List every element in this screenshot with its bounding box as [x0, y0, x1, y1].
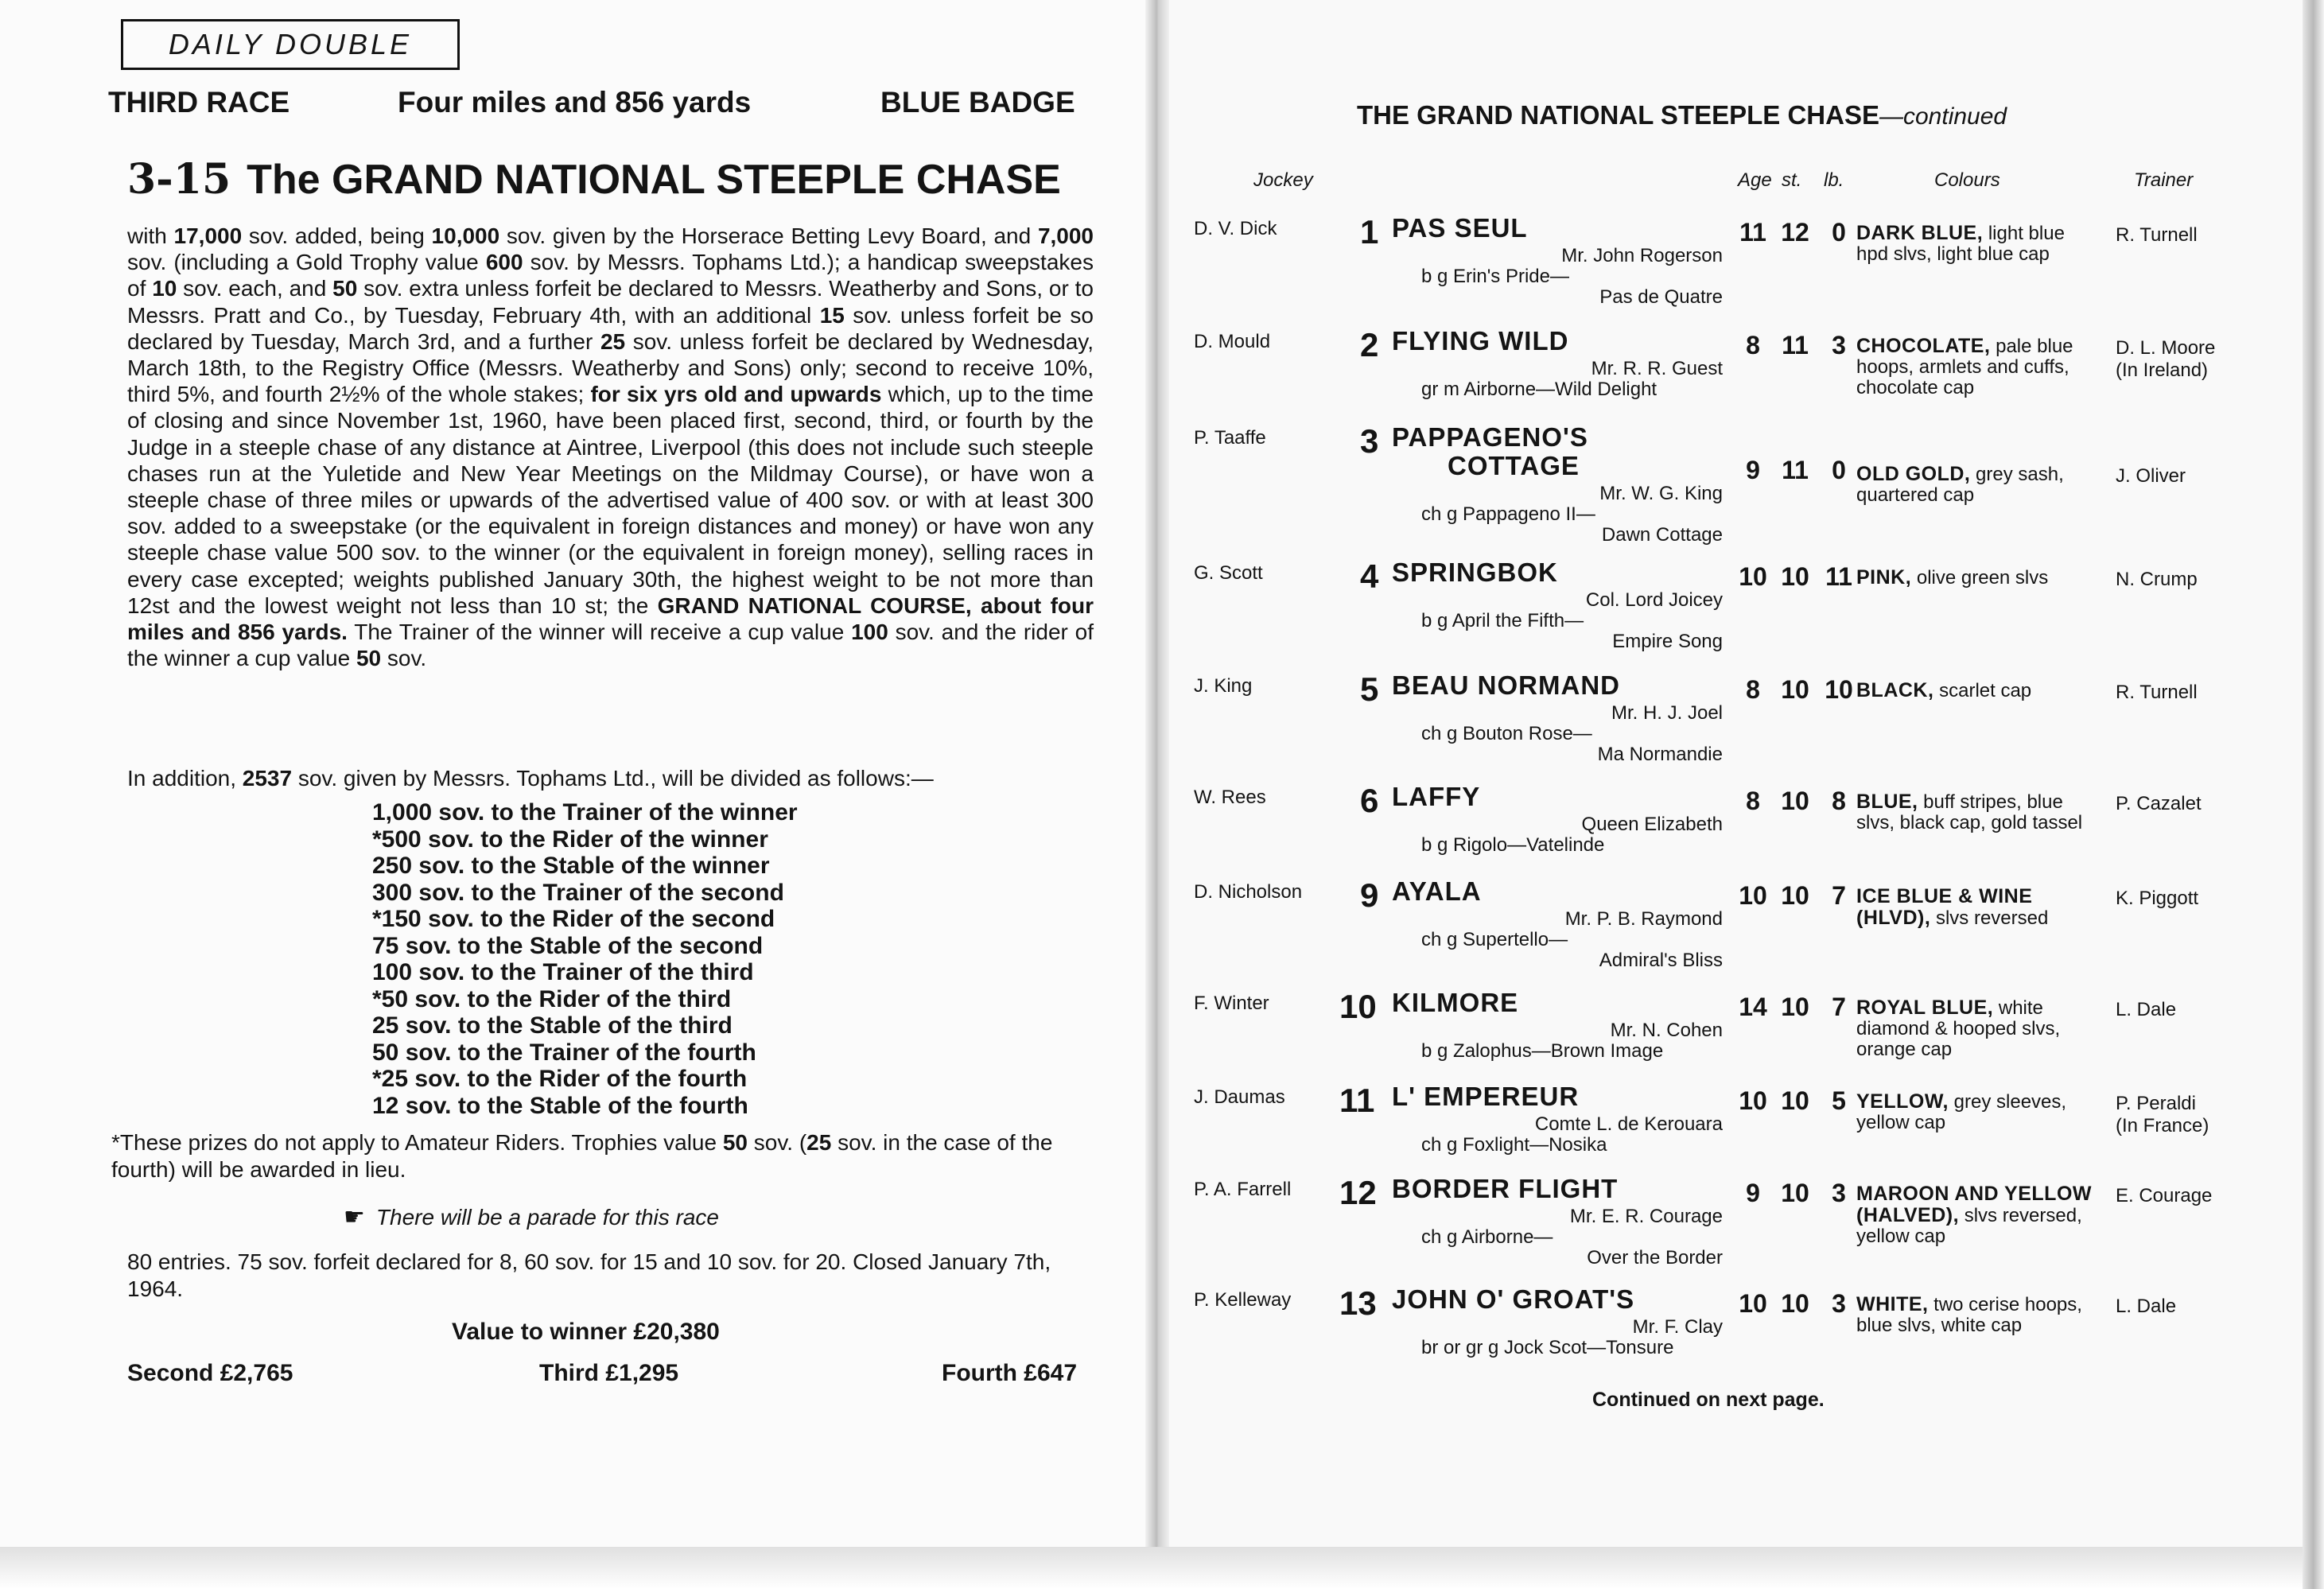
colours-detail: white diamond & hooped slvs, orange cap [1856, 997, 2061, 1060]
jockey-name: W. Rees [1194, 787, 1266, 808]
weight-lbs: 3 [1832, 1289, 1846, 1318]
horse-name: LAFFY [1392, 782, 1481, 811]
runner-age: 8 [1746, 331, 1760, 359]
jockey-name: P. Kelleway [1194, 1289, 1292, 1311]
dam-name: Ma Normandie [1597, 744, 1723, 765]
owner-name: Mr. H. J. Joel [1611, 702, 1723, 724]
weight-lbs: 10 [1825, 675, 1853, 704]
col-st: st. [1782, 169, 1802, 191]
colours-main: OLD GOLD, [1856, 463, 1971, 485]
runner-number: 2 [1360, 326, 1379, 363]
left-page [0, 0, 1145, 1547]
racing-colours [1856, 464, 2095, 506]
breeding: b g Zalophus—Brown Image [1421, 1040, 1664, 1062]
colours-detail: pale blue hoops, armlets and cuffs, chocolate cap [1856, 336, 2073, 398]
racing-colours [1856, 223, 2095, 265]
breeding: ch g Supertello— [1421, 929, 1568, 950]
breeding: b g April the Fifth— [1421, 610, 1584, 631]
dam-name: Over the Border [1587, 1247, 1723, 1268]
prize-line: 50 sov. to the Trainer of the fourth [372, 1039, 756, 1066]
trainer-name: K. Piggott [2116, 888, 2199, 909]
colours-main: WHITE, [1856, 1293, 1929, 1315]
condition-segment: sov. [381, 646, 427, 671]
prize-line: 300 sov. to the Trainer of the second [372, 879, 784, 906]
condition-segment: sov. by Messrs. Tophams Ltd.); a handicap sweepstakes of [127, 250, 1094, 301]
prize-line: 25 sov. to the Stable of the third [372, 1012, 733, 1039]
breeding: ch g Bouton Rose— [1421, 723, 1592, 744]
condition-segment: sov. (including a Gold Trophy value [127, 250, 486, 275]
horse-name: AYALA [1392, 876, 1482, 906]
condition-segment: 10,000 [431, 223, 500, 248]
horse-name: JOHN O' GROAT'S [1392, 1284, 1635, 1314]
condition-segment: sov. and the rider of the winner a cup value [127, 620, 1094, 671]
horse-name-line2: COTTAGE [1448, 451, 1580, 480]
colours-detail: slvs reversed, yellow cap [1856, 1205, 2082, 1247]
condition-segment: 10 [152, 276, 177, 301]
horse-name: SPRINGBOK [1392, 558, 1558, 587]
book-gutter [1145, 0, 1169, 1547]
runner-number: 1 [1360, 213, 1379, 251]
col-age: Age [1738, 169, 1772, 191]
weight-lbs: 3 [1832, 1179, 1846, 1207]
col-trainer: Trainer [2134, 169, 2194, 191]
third-prize: Third £1,295 [539, 1360, 679, 1386]
trainer-location: (In France) [2116, 1115, 2209, 1136]
weight-lbs: 0 [1832, 218, 1846, 247]
colours-detail: scarlet cap [1933, 680, 2032, 701]
jockey-name: J. King [1194, 675, 1253, 697]
runner-age: 9 [1746, 456, 1760, 484]
fourth-prize: Fourth £647 [942, 1360, 1078, 1386]
trainer-name: R. Turnell [2116, 224, 2198, 246]
condition-segment: for six yrs old and upwards [590, 382, 882, 407]
prize-line: 75 sov. to the Stable of the second [372, 932, 764, 959]
runner-number: 6 [1360, 782, 1379, 819]
runner-number: 4 [1360, 558, 1379, 595]
footnote-segment: *These prizes do not apply to Amateur Riders. Trophies value [111, 1130, 723, 1155]
runner-number: 9 [1360, 876, 1379, 914]
racing-colours [1856, 336, 2095, 398]
colours-main: BLUE, [1856, 791, 1918, 813]
right-title-text: THE GRAND NATIONAL STEEPLE CHASE [1357, 100, 1879, 130]
colours-main: YELLOW, [1856, 1090, 1949, 1113]
right-page-title [1357, 100, 2007, 130]
jockey-name: D. Mould [1194, 331, 1271, 352]
condition-segment: sov. each, and [177, 276, 333, 301]
parade-text: There will be a parade for this race [375, 1205, 720, 1230]
addition-amount: 2537 [242, 766, 293, 791]
condition-segment: 100 [851, 620, 888, 645]
second-prize: Second £2,765 [127, 1360, 293, 1386]
dam-name: Dawn Cottage [1601, 524, 1723, 546]
colours-main: CHOCOLATE, [1856, 335, 1991, 357]
horse-name: BORDER FLIGHT [1392, 1174, 1619, 1203]
racing-colours [1856, 567, 2095, 589]
weight-stones: 10 [1781, 1289, 1809, 1318]
condition-segment: 17,000 [173, 223, 243, 248]
runner-age: 11 [1739, 218, 1766, 247]
owner-name: Mr. E. R. Courage [1569, 1206, 1723, 1227]
weight-stones: 10 [1781, 993, 1809, 1021]
runner-number: 11 [1339, 1082, 1375, 1119]
breeding: ch g Foxlight—Nosika [1421, 1134, 1607, 1156]
jockey-name: J. Daumas [1194, 1086, 1285, 1108]
jockey-name: P. Taaffe [1194, 427, 1266, 449]
value-to-winner: Value to winner £20,380 [452, 1319, 720, 1345]
colours-detail: olive green slvs [1911, 567, 2049, 589]
parade-note [344, 1203, 719, 1231]
prize-line: *50 sov. to the Rider of the third [372, 985, 732, 1012]
breeding: gr m Airborne—Wild Delight [1421, 379, 1658, 400]
jockey-name: F. Winter [1194, 993, 1269, 1014]
runner-age: 8 [1746, 675, 1760, 704]
colours-detail: grey sash, quartered cap [1856, 464, 2064, 506]
runner-number: 5 [1360, 670, 1379, 708]
footnote-segment: sov. in the case of the fourth) will be awarded in lieu. [111, 1130, 1053, 1182]
amateur-footnote [111, 1129, 1098, 1183]
trainer-name: R. Turnell [2116, 682, 2198, 703]
prize-line: *150 sov. to the Rider of the second [372, 906, 775, 932]
page-bottom-shadow [0, 1547, 2324, 1589]
colours-main: DARK BLUE, [1856, 222, 1984, 244]
dam-name: Admiral's Bliss [1599, 950, 1723, 971]
condition-segment: 50 [332, 276, 358, 301]
owner-name: Mr. P. B. Raymond [1564, 908, 1723, 930]
owner-name: Comte L. de Kerouara [1534, 1113, 1723, 1135]
runner-number: 10 [1339, 988, 1377, 1025]
pointing-hand-icon: ☛ [344, 1204, 365, 1230]
runner-age: 10 [1739, 881, 1767, 910]
prize-line: 1,000 sov. to the Trainer of the winner [372, 799, 798, 826]
owner-name: Mr. N. Cohen [1610, 1020, 1723, 1041]
weight-lbs: 0 [1832, 456, 1846, 484]
colours-detail: grey sleeves, yellow cap [1856, 1091, 2067, 1133]
badge-label: BLUE BADGE [880, 86, 1075, 118]
weight-stones: 11 [1782, 331, 1809, 359]
condition-segment: 600 [485, 250, 523, 275]
trainer-name: P. Peraldi [2116, 1093, 2196, 1114]
weight-stones: 10 [1781, 1086, 1809, 1115]
entries-note: 80 entries. 75 sov. forfeit declared for 8, 60 sov. for 15 and 10 sov. for 20. Closed January 7th, 1964. [127, 1249, 1051, 1301]
horse-name: FLYING WILD [1392, 326, 1569, 355]
runner-number: 3 [1360, 422, 1379, 460]
horse-name: PAPPAGENO'S [1392, 422, 1588, 452]
col-jockey: Jockey [1253, 169, 1313, 191]
racing-colours [1856, 1091, 2095, 1133]
horse-name: KILMORE [1392, 988, 1519, 1017]
race-name: The GRAND NATIONAL STEEPLE CHASE [247, 157, 1061, 203]
condition-segment: sov. added, being [242, 223, 432, 248]
race-distance: Four miles and 856 yards [398, 86, 752, 118]
page-edge [2303, 0, 2324, 1589]
jockey-name: D. Nicholson [1194, 881, 1303, 903]
prize-line: 100 sov. to the Trainer of the third [372, 959, 754, 985]
condition-segment: sov. given by the Horserace Betting Levy Board, and [499, 223, 1038, 248]
addition-pre: In addition, [127, 766, 243, 791]
colours-main: BLACK, [1856, 679, 1934, 701]
runner-age: 14 [1739, 993, 1767, 1021]
weight-lbs: 5 [1832, 1086, 1846, 1115]
footnote-segment: sov. ( [748, 1130, 807, 1155]
runner-age: 10 [1739, 562, 1767, 591]
race-title [127, 155, 1061, 204]
colours-detail: two cerise hoops, blue slvs, white cap [1856, 1294, 2082, 1336]
owner-name: Mr. F. Clay [1632, 1316, 1723, 1338]
weight-stones: 10 [1781, 881, 1809, 910]
trainer-name: D. L. Moore [2116, 337, 2216, 359]
owner-name: Queen Elizabeth [1581, 814, 1723, 835]
runner-age: 10 [1739, 1289, 1767, 1318]
trainer-name: N. Crump [2116, 569, 2198, 590]
continued-note: Continued on next page. [1592, 1389, 1825, 1411]
col-colours: Colours [1934, 169, 2000, 191]
weight-stones: 10 [1781, 562, 1809, 591]
trainer-name: E. Courage [2116, 1185, 2213, 1206]
racing-colours [1856, 1183, 2095, 1247]
weight-lbs: 7 [1832, 993, 1846, 1021]
runner-number: 13 [1339, 1284, 1377, 1322]
condition-segment: 15 [819, 302, 845, 328]
racing-colours [1856, 680, 2095, 701]
prize-line: 250 sov. to the Stable of the winner [372, 853, 770, 879]
weight-stones: 12 [1781, 218, 1809, 247]
prize-line: 12 sov. to the Stable of the fourth [372, 1092, 748, 1119]
breeding: br or gr g Jock Scot—Tonsure [1421, 1337, 1674, 1358]
colours-detail: slvs reversed [1930, 907, 2049, 929]
breeding: b g Rigolo—Vatelinde [1421, 834, 1605, 856]
weight-stones: 10 [1781, 787, 1809, 815]
jockey-name: D. V. Dick [1194, 218, 1277, 239]
breeding: b g Erin's Pride— [1421, 266, 1569, 287]
condition-segment: GRAND NATIONAL COURSE, about four miles and 856 yards. [127, 592, 1094, 645]
condition-segment: with [127, 223, 174, 248]
trainer-name: J. Oliver [2116, 465, 2186, 487]
owner-name: Col. Lord Joicey [1585, 589, 1723, 611]
racing-colours [1856, 886, 2095, 929]
race-time: 3-15 [127, 155, 231, 204]
weight-lbs: 11 [1825, 562, 1852, 591]
weight-lbs: 8 [1832, 787, 1846, 815]
daily-double-box: DAILY DOUBLE [121, 19, 460, 70]
col-lb: lb. [1824, 169, 1844, 191]
trainer-name: L. Dale [2116, 999, 2177, 1020]
runner-age: 8 [1746, 787, 1760, 815]
right-title-suffix: —continued [1879, 103, 2007, 130]
weight-lbs: 7 [1832, 881, 1846, 910]
breeding: ch g Airborne— [1421, 1226, 1553, 1248]
horse-name: BEAU NORMAND [1392, 670, 1620, 700]
condition-segment: The Trainer of the winner will receive a cup value [347, 620, 852, 645]
weight-stones: 10 [1781, 675, 1809, 704]
footnote-segment: 25 [806, 1130, 832, 1155]
colours-detail: buff stripes, blue slvs, black cap, gold tassel [1856, 791, 2083, 833]
condition-segment: sov. unless forfeit be so declared by Tuesday, March 3rd, and a further [127, 302, 1094, 354]
colours-main: ROYAL BLUE, [1856, 997, 1994, 1019]
trainer-location: (In Ireland) [2116, 359, 2209, 381]
race-number: THIRD RACE [108, 86, 290, 118]
dam-name: Empire Song [1612, 631, 1723, 652]
racing-colours [1856, 1294, 2095, 1336]
dam-name: Pas de Quatre [1599, 286, 1723, 308]
condition-segment: 7,000 [1037, 223, 1094, 248]
jockey-name: G. Scott [1194, 562, 1263, 584]
colours-main: MAROON AND YELLOW (HALVED), [1856, 1183, 2092, 1226]
addition-post: sov. given by Messrs. Tophams Ltd., will be divided as follows:— [292, 766, 934, 791]
race-conditions [127, 223, 1094, 671]
condition-segment: sov. unless forfeit be declared by Wednesday, March 18th, to the Registry Office (Messrs. Weatherby and Sons) only; second to receive 10%, third 5%, and fourth 2½% of the whole stakes; [127, 328, 1094, 407]
prize-line: *500 sov. to the Rider of the winner [372, 826, 768, 853]
runner-age: 10 [1739, 1086, 1767, 1115]
condition-segment: 25 [600, 328, 626, 354]
weight-lbs: 3 [1832, 331, 1846, 359]
racing-colours [1856, 791, 2095, 833]
weight-stones: 11 [1782, 456, 1809, 484]
condition-segment: 50 [356, 646, 382, 671]
trainer-name: L. Dale [2116, 1296, 2177, 1317]
horse-name: L' EMPEREUR [1392, 1082, 1580, 1111]
colours-main: PINK, [1856, 566, 1912, 589]
trainer-name: P. Cazalet [2116, 793, 2202, 814]
footnote-segment: 50 [722, 1130, 748, 1155]
owner-name: Mr. R. R. Guest [1591, 358, 1723, 379]
breeding: ch g Pappageno II— [1421, 503, 1595, 525]
prize-line: *25 sov. to the Rider of the fourth [372, 1066, 748, 1092]
condition-segment: which, up to the time of closing and since November 1st, 1960, have been placed first, second, third, or fourth by the Judge in a steeple chase of any distance at Aintree, Liverpool (this does not include such steeple chases run at the Yuletide and New Year Meetings on the Mildmay Course), or have won a steeple chase of three miles or upwards of the advertised value of 400 sov. or with at least 300 sov. added to a sweepstake (or the equivalent in foreign distances and money) or have won any steeple chase value 500 sov. to the winner (or the equivalent in foreign money), selling races in every case excepted; weights published January 30th, the highest weight to be not more than 12st and the lowest weight not less than 10 st; the [127, 382, 1094, 618]
horse-name: PAS SEUL [1392, 213, 1528, 243]
runner-number: 12 [1339, 1174, 1377, 1211]
racing-colours [1856, 997, 2095, 1060]
colours-detail: light blue hpd slvs, light blue cap [1856, 223, 2065, 265]
jockey-name: P. A. Farrell [1194, 1179, 1292, 1200]
runner-age: 9 [1746, 1179, 1760, 1207]
weight-stones: 10 [1781, 1179, 1809, 1207]
owner-name: Mr. W. G. King [1599, 483, 1723, 504]
owner-name: Mr. John Rogerson [1561, 245, 1723, 266]
colours-main: ICE BLUE & WINE (HLVD), [1856, 885, 2033, 929]
condition-segment: sov. extra unless forfeit be declared to Messrs. Weatherby and Sons, or to Messrs. Pratt and Co., by Tuesday, February 4th, with an additional [127, 276, 1094, 328]
addition-text [127, 766, 934, 791]
